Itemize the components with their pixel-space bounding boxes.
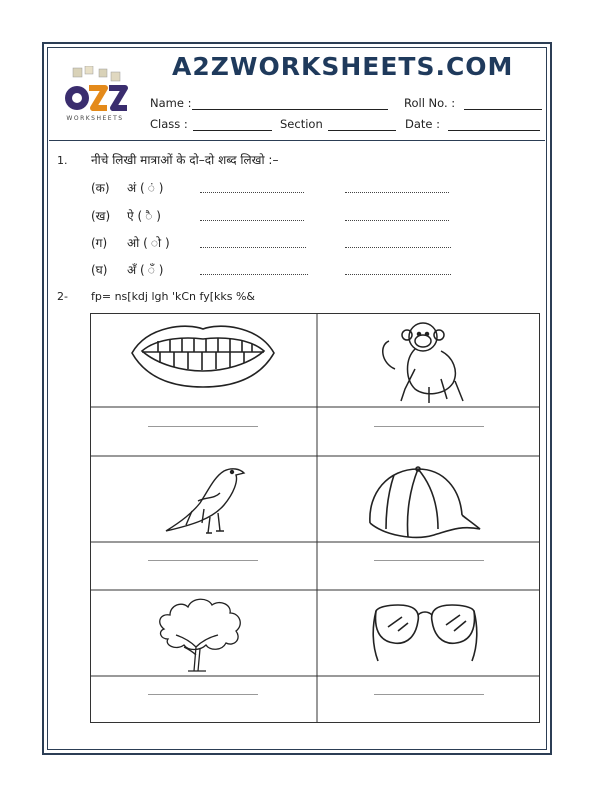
answer-line[interactable] <box>200 220 304 221</box>
name-label: Name : <box>150 96 192 110</box>
name-field[interactable] <box>192 109 388 110</box>
spectacles-icon <box>368 597 482 667</box>
q1-option-matra: ऐ ( ै ) <box>127 209 161 223</box>
answer-line[interactable] <box>345 192 449 193</box>
q1-option-matra: अं ( ं ) <box>127 181 164 195</box>
q2-number: 2- <box>57 290 68 303</box>
q1-option-label: (क) <box>91 181 110 195</box>
picture-grid <box>90 313 540 723</box>
picture-answer-line[interactable] <box>374 694 484 695</box>
roll-label: Roll No. : <box>404 96 456 110</box>
answer-line[interactable] <box>200 192 304 193</box>
section-field[interactable] <box>328 130 396 131</box>
q1-option-label: (ग) <box>91 236 108 250</box>
date-label: Date : <box>405 117 441 131</box>
date-field[interactable] <box>448 130 540 131</box>
roll-field[interactable] <box>464 109 542 110</box>
answer-line[interactable] <box>345 274 451 275</box>
logo-subtext: WORKSHEETS <box>66 115 124 122</box>
answer-line[interactable] <box>345 247 451 248</box>
q1-number: 1. <box>57 154 68 167</box>
answer-line[interactable] <box>345 220 449 221</box>
class-field[interactable] <box>193 130 272 131</box>
picture-answer-line[interactable] <box>374 560 484 561</box>
q1-option-matra: ओ ( ो ) <box>127 236 170 250</box>
class-label: Class : <box>150 117 188 131</box>
section-label: Section <box>280 117 323 131</box>
q1-option-matra: अँ ( ँ ) <box>127 263 164 277</box>
picture-answer-line[interactable] <box>148 560 258 561</box>
picture-answer-line[interactable] <box>374 426 484 427</box>
answer-line[interactable] <box>200 247 306 248</box>
tree-icon <box>154 595 246 673</box>
cap-icon <box>364 463 484 543</box>
q1-option-label: (घ) <box>91 263 108 277</box>
picture-answer-line[interactable] <box>148 694 258 695</box>
site-title: A2ZWORKSHEETS.COM <box>172 52 514 81</box>
site-logo <box>55 66 135 124</box>
q2-text: fp= ns[kdj lgh 'kCn fy[kks %& <box>91 290 255 303</box>
header-divider <box>49 140 545 141</box>
answer-line[interactable] <box>200 274 308 275</box>
picture-answer-line[interactable] <box>148 426 258 427</box>
q1-text: नीचे लिखी मात्राओं के दो–दो शब्द लिखो :– <box>91 153 279 167</box>
monkey-icon <box>375 319 475 405</box>
teeth-icon <box>128 321 278 389</box>
crow-icon <box>162 463 248 537</box>
q1-option-label: (ख) <box>91 209 111 223</box>
